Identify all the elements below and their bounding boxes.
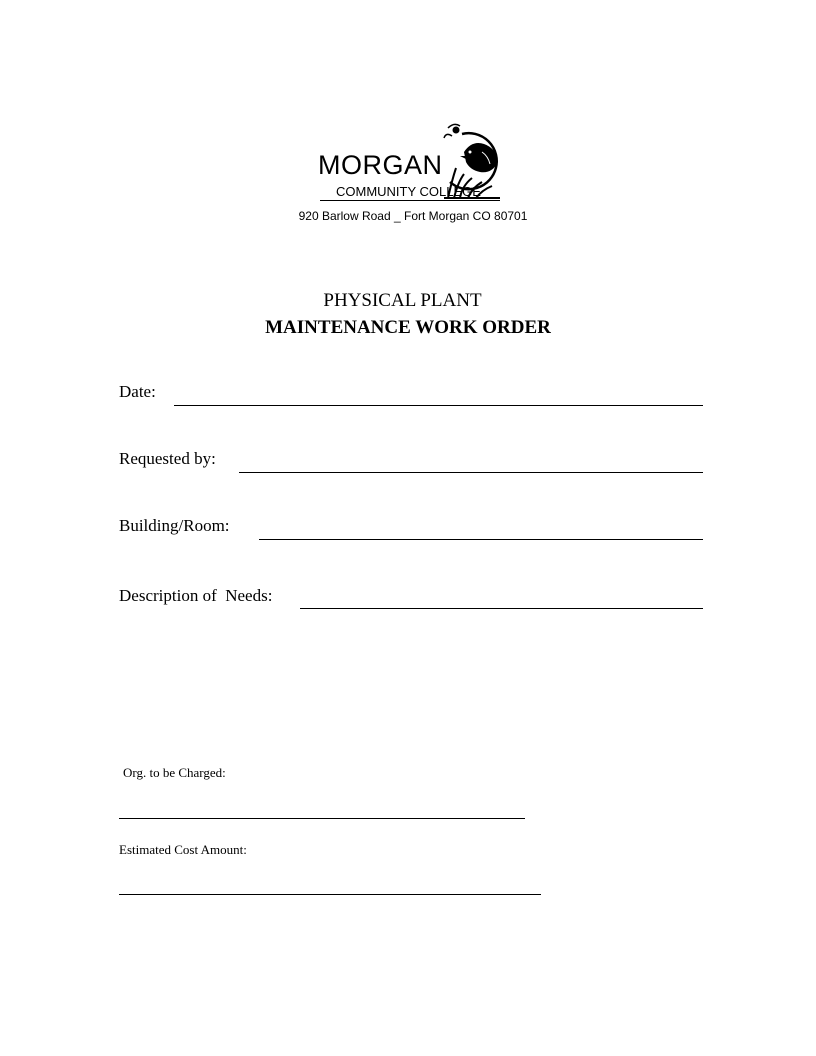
date-field[interactable] [174, 405, 703, 406]
description-label: Description of Needs: [119, 586, 273, 605]
logo-underline [320, 200, 500, 201]
form-title: MAINTENANCE WORK ORDER [265, 317, 551, 338]
department-title: PHYSICAL PLANT [323, 290, 482, 311]
college-address: 920 Barlow Road _ Fort Morgan CO 80701 [298, 209, 528, 223]
estimated-cost-label: Estimated Cost Amount: [119, 842, 247, 857]
college-logo [318, 122, 502, 204]
logo-subtitle: COMMUNITY COLLEGE [336, 184, 481, 199]
building-room-field[interactable] [259, 539, 703, 540]
org-charged-field[interactable] [119, 818, 525, 819]
requested-by-label: Requested by: [119, 449, 216, 468]
bird-emblem-icon [442, 122, 502, 200]
description-field[interactable] [300, 608, 703, 609]
estimated-cost-field[interactable] [119, 894, 541, 895]
date-label: Date: [119, 382, 156, 401]
requested-by-field[interactable] [239, 472, 703, 473]
building-room-label: Building/Room: [119, 516, 230, 535]
logo-wordmark: MORGAN [318, 150, 443, 180]
org-charged-label: Org. to be Charged: [123, 765, 226, 780]
